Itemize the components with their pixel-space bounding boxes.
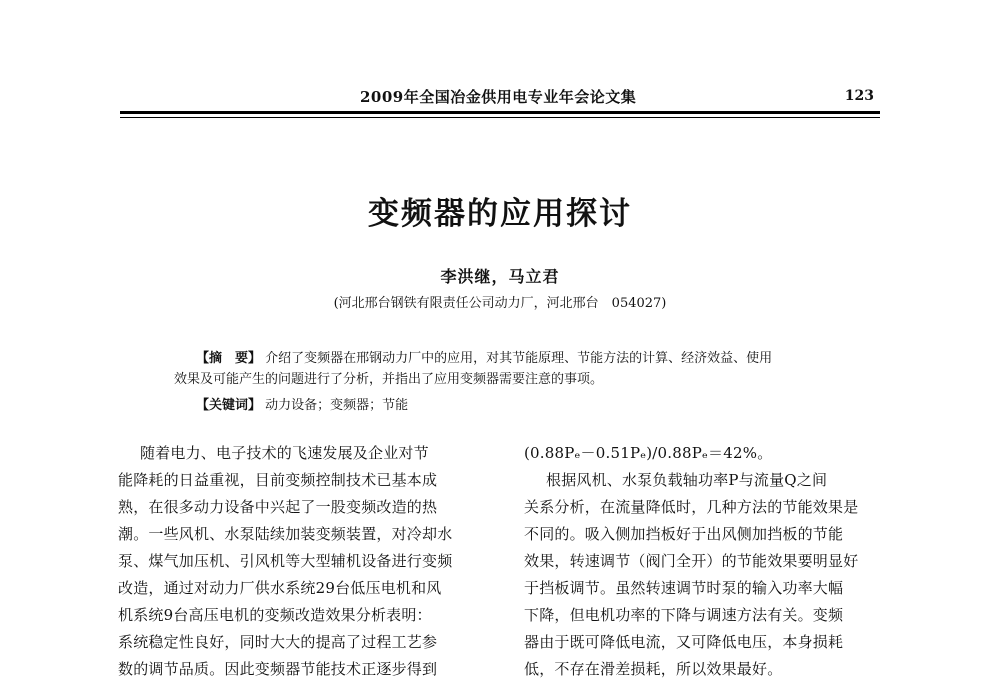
- affiliation: (河北邢台钢铁有限责任公司动力厂，河北邢台 054027): [333, 296, 667, 311]
- body-column-left: [118, 440, 502, 683]
- page-number: 123: [844, 88, 874, 104]
- body-line: 于挡板调节。虽然转速调节时泵的输入功率大幅: [524, 579, 844, 597]
- body-line: 根据风机、水泵负载轴功率P与流量Q之间: [546, 471, 828, 489]
- body-line: 熟，在很多动力设备中兴起了一股变频改造的热: [118, 498, 438, 516]
- paper-title: 变频器的应用探讨: [368, 196, 632, 232]
- body-line: (0.88Pₑ－0.51Pₑ)/0.88Pₑ＝42%。: [524, 444, 773, 462]
- authors: 李洪继，马立君: [440, 267, 560, 286]
- body-column-right: [524, 440, 908, 683]
- body-line: 能降耗的日益重视，目前变频控制技术已基本成: [118, 471, 438, 489]
- abstract: [174, 348, 854, 390]
- abstract-label: 【摘 要】: [196, 351, 262, 366]
- body-line: 随着电力、电子技术的飞速发展及企业对节: [140, 444, 429, 462]
- body-line: 关系分析，在流量降低时，几种方法的节能效果是: [524, 498, 859, 516]
- body-line: 改造，通过对动力厂供水系统29台低压电机和风: [118, 579, 442, 597]
- keywords-label: 【关键词】: [196, 398, 262, 413]
- body-line: 器由于既可降低电流，又可降低电压，本身损耗: [524, 633, 844, 651]
- body-line: 机系统9台高压电机的变频改造效果分析表明：: [118, 606, 432, 624]
- body-line: 数的调节品质。因此变频器节能技术正逐步得到: [118, 660, 438, 678]
- header-rule-thick: [120, 111, 880, 114]
- running-header: [120, 86, 880, 108]
- keywords-text: 动力设备；变频器；节能: [265, 398, 409, 413]
- abstract-text-1: 介绍了变频器在邢钢动力厂中的应用，对其节能原理、节能方法的计算、经济效益、使用: [265, 351, 773, 366]
- body-line: 效果，转速调节（阀门全开）的节能效果要明显好: [524, 552, 859, 570]
- body-line: 低，不存在滑差损耗，所以效果最好。: [524, 660, 783, 678]
- body-line: 下降，但电机功率的下降与调速方法有关。变频: [524, 606, 844, 624]
- keywords: [196, 394, 408, 413]
- body-line: 泵、煤气加压机、引风机等大型辅机设备进行变频: [118, 552, 453, 570]
- body-line: 不同的。吸入侧加挡板好于出风侧加挡板的节能: [524, 525, 844, 543]
- abstract-line-1: [174, 348, 854, 369]
- journal-title: 2009年全国冶金供用电专业年会论文集: [360, 88, 637, 106]
- body-line: 系统稳定性良好，同时大大的提高了过程工艺参: [118, 633, 438, 651]
- header-rule-thin: [120, 117, 880, 118]
- body-line: 潮。一些风机、水泵陆续加装变频装置，对冷却水: [118, 525, 453, 543]
- abstract-line-2: 效果及可能产生的问题进行了分析，并指出了应用变频器需要注意的事项。: [174, 372, 604, 387]
